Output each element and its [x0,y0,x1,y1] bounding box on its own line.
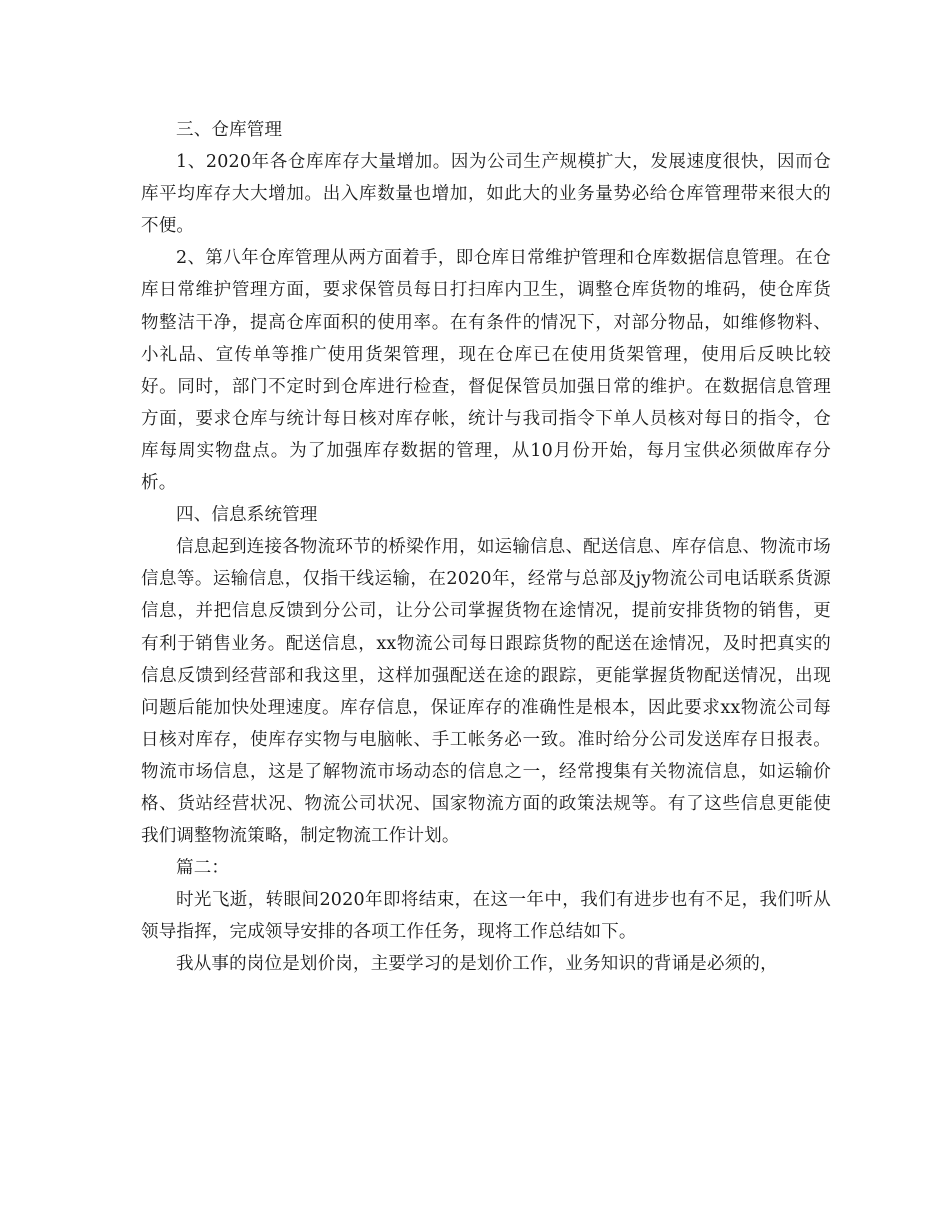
paragraph-information-system: 信息起到连接各物流环节的桥梁作用，如运输信息、配送信息、库存信息、物流市场信息等。运输信息，仅指干线运输，在2020年，经常与总部及jy物流公司电话联系货源信息，并把信息反馈到分公司，让分公司掌握货物在途情况，提前安排货物的销售，更有利于销售业务。配送信息，xx物流公司每日跟踪货物的配送在途情况，及时把真实的信息反馈到经营部和我这里，这样加强配送在途的跟踪，更能掌握货物配送情况，出现问题后能加快处理速度。库存信息，保证库存的准确性是根本，因此要求xx物流公司每日核对库存，使库存实物与电脑帐、手工帐务必一致。准时给分公司发送库存日报表。物流市场信息，这是了解物流市场动态的信息之一，经常搜集有关物流信息，如运输价格、货站经营状况、物流公司状况、国家物流方面的政策法规等。有了这些信息更能使我们调整物流策略，制定物流工作计划。 [141,537,831,847]
part-heading-two: 篇二： [176,858,230,879]
section-heading-warehouse: 三、仓库管理 [176,120,283,140]
section-heading-information-system: 四、信息系统管理 [176,505,318,526]
paragraph-summary-intro: 时光飞逝，转眼间2020年即将结束，在这一年中，我们有进步也有不足，我们听从领导指挥，完成领导安排的各项工作任务，现将工作总结如下。 [141,890,831,943]
paragraph-warehouse-management: 2、第八年仓库管理从两方面着手，即仓库日常维护管理和仓库数据信息管理。在仓库日常维护管理方面，要求保管员每日打扫库内卫生，调整仓库货物的堆码，使仓库货物整洁干净，提高仓库面积的使用率。在有条件的情况下，对部分物品，如维修物料、小礼品、宣传单等推广使用货架管理，现在仓库已在使用货架管理，使用后反映比较好。同时，部门不定时到仓库进行检查，督促保管员加强日常的维护。在数据信息管理方面，要求仓库与统计每日核对库存帐，统计与我司指令下单人员核对每日的指令，仓库每周实物盘点。为了加强库存数据的管理，从10月份开始，每月宝供必须做库存分析。 [141,248,831,494]
document-body [141,114,831,981]
paragraph-pricing-role: 我从事的岗位是划价岗，主要学习的是划价工作，业务知识的背诵是必须的， [176,954,778,975]
paragraph-warehouse-inventory: 1、2020年各仓库库存大量增加。因为公司生产规模扩大，发展速度很快，因而仓库平均库存大大增加。出入库数量也增加，如此大的业务量势必给仓库管理带来很大的不便。 [141,152,831,237]
